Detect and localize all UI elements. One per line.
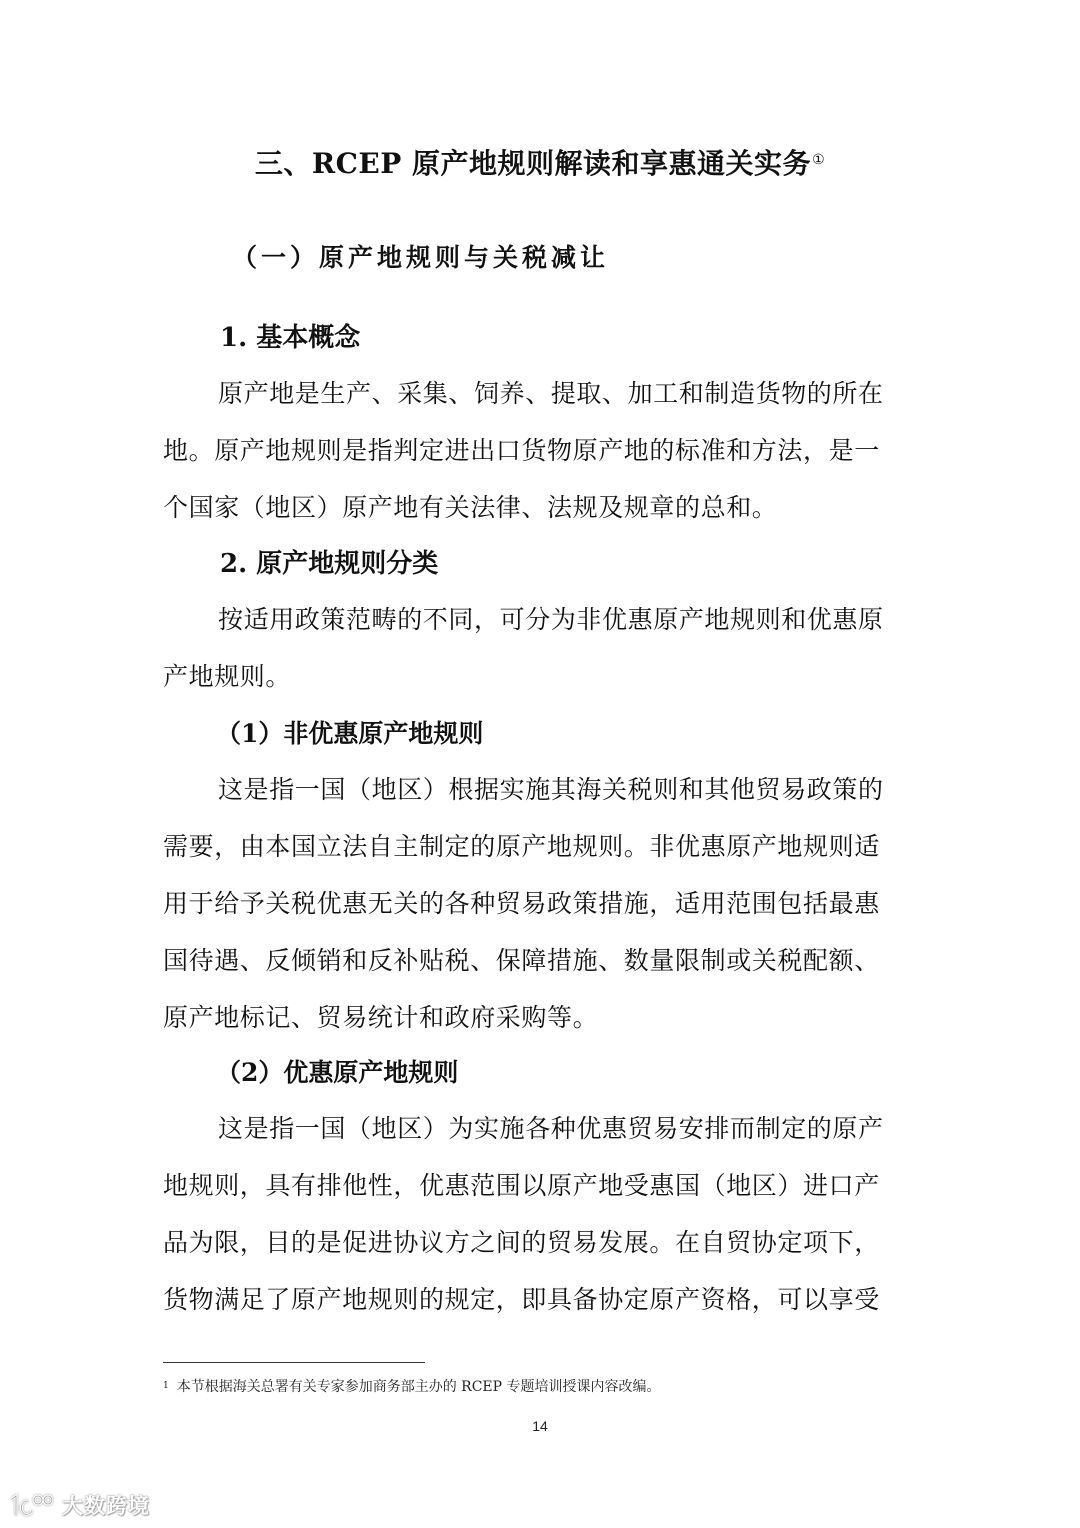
document-title [0, 140, 1080, 188]
watermark-brand: 大数跨境 [62, 1494, 150, 1518]
item-2-heading: （2）优惠原产地规则 [216, 1058, 459, 1087]
item-1-heading: （1）非优惠原产地规则 [216, 719, 484, 748]
subsection-2-paragraph [163, 591, 923, 705]
paragraph-line: 用于给予关税优惠无关的各种贸易政策措施，适用范围包括最惠 [163, 889, 880, 918]
paragraph-line: 按适用政策范畴的不同，可分为非优惠原产地规则和优惠原 [218, 605, 884, 634]
watermark [8, 1490, 150, 1520]
subsection-1-paragraph [163, 365, 923, 536]
footnote-divider [163, 1362, 425, 1363]
paragraph-line: 地规则，具有排他性，优惠范围以原产地受惠国（地区）进口产 [163, 1171, 880, 1200]
title-footnote-marker[interactable]: ① [812, 152, 826, 168]
paragraph-line: 国待遇、反倾销和反补贴税、保障措施、数量限制或关税配额、 [163, 946, 880, 975]
paragraph-line: 需要，由本国立法自主制定的原产地规则。非优惠原产地规则适 [163, 832, 880, 861]
page-number: 14 [532, 1418, 548, 1434]
paragraph-line: 产地规则。 [163, 662, 292, 691]
paragraph-line: 这是指一国（地区）根据实施其海关税则和其他贸易政策的 [218, 775, 884, 804]
item-1-paragraph [163, 761, 923, 1046]
section-heading: （一）原产地规则与关税减让 [232, 243, 610, 272]
paragraph-line: 货物满足了原产地规则的规定，即具备协定原产资格，可以享受 [163, 1285, 880, 1314]
title-text: 三、RCEP 原产地规则解读和享惠通关实务 [254, 147, 812, 180]
footnote-marker: 1 [163, 1381, 169, 1391]
item-2-paragraph [163, 1100, 923, 1328]
subsection-1-heading: 1. 基本概念 [220, 323, 361, 353]
paragraph-line: 品为限，目的是促进协议方之间的贸易发展。在自贸协定项下， [163, 1228, 880, 1257]
subsection-2-heading: 2. 原产地规则分类 [220, 549, 439, 579]
brand-logo-icon [8, 1491, 54, 1519]
paragraph-line: 原产地是生产、采集、饲养、提取、加工和制造货物的所在 [218, 379, 884, 408]
footnote [163, 1376, 661, 1398]
paragraph-line: 地。原产地规则是指判定进出口货物原产地的标准和方法，是一 [163, 436, 880, 465]
paragraph-line: 这是指一国（地区）为实施各种优惠贸易安排而制定的原产 [218, 1114, 884, 1143]
footnote-text: 本节根据海关总署有关专家参加商务部主办的 RCEP 专题培训授课内容改编。 [176, 1379, 661, 1395]
paragraph-line: 个国家（地区）原产地有关法律、法规及规章的总和。 [163, 493, 778, 522]
paragraph-line: 原产地标记、贸易统计和政府采购等。 [163, 1003, 599, 1032]
